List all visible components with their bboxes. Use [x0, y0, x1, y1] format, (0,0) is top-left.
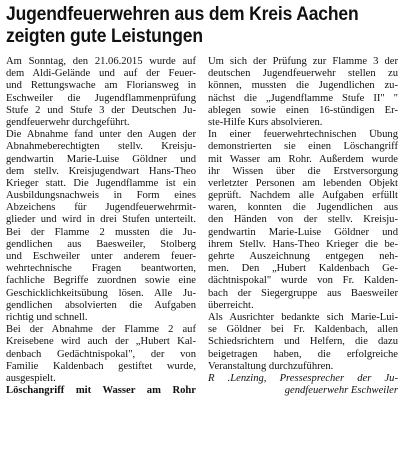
- text-line: Geschicklichkeitsübung lösen. Alle Ju-: [6, 287, 196, 299]
- text-line: dem Aldi-Gelände und auf der Feuer-: [6, 68, 196, 80]
- text-line: Bei der Flamme 2 mussten die Ju-: [6, 226, 196, 238]
- text-line: gendwartin Marie-Luise Göldner und: [6, 153, 196, 165]
- author-credit: R .Lenzing, Pressesprecher der Ju-: [208, 372, 398, 384]
- text-line: verletzter Personen am lebenden Objekt: [208, 177, 398, 189]
- text-line: ausgespielt.: [6, 372, 56, 384]
- text-line: nächst die „Jugendflamme Stufe II" ": [208, 92, 398, 104]
- text-line: ablegen sowie einen 16-stündigen Er-: [208, 104, 398, 116]
- text-line: überreicht.: [208, 299, 254, 311]
- text-line: gehrte Auszeichnung entgegen neh-: [208, 251, 398, 262]
- text-line: Als Ausrichter bedankte sich Marie-Lui-: [208, 311, 398, 323]
- text-line: Um sich der Prüfung zur Flamme 3 der: [208, 56, 398, 67]
- text-line: dem stellv. Kreisjugendwart Hans-Theo: [6, 165, 196, 177]
- text-line: dächtnispokal" wurde von Fr. Kalden-: [208, 275, 398, 287]
- text-line: deutschen Jugendfeuerwehr stellen zu: [208, 68, 398, 80]
- text-line: demonstrierten sie einen Löschangriff: [208, 141, 398, 153]
- headline-line-1: Jugendfeuerwehren aus dem Kreis Aachen: [6, 4, 359, 25]
- headline-line-2: zeigten gute Leistungen: [6, 26, 203, 47]
- newspaper-article: [6, 4, 398, 456]
- text-line: können, mussten die Jugendlichen zu-: [208, 80, 398, 92]
- text-line: men. Den „Hubert Kaldenbach Ge-: [208, 263, 398, 275]
- text-line: und Eschweiler unter anderem feuer-: [6, 251, 196, 262]
- text-line: gendwartin Marie-Luise Göldner und: [208, 226, 398, 238]
- text-line: Familie Kaldenbach gestiftet wurde,: [6, 360, 196, 372]
- text-line: Krieger statt. Die Jugendflamme ist ein: [6, 177, 196, 189]
- text-line: den Händen von der stellv. Kreisju-: [208, 214, 398, 226]
- text-line: Bei der Abnahme der Flamme 2 auf: [6, 324, 196, 336]
- text-line: Stufe 2 und Stufe 3 der Deutschen Ju-: [6, 104, 196, 116]
- text-line: ihrem Stellv. Hans-Theo Krieger die be-: [208, 238, 398, 250]
- text-line: wehrtechnische Fragen beantworten,: [6, 263, 196, 275]
- text-line: Eschweiler die Jugendflammenprüfung: [6, 92, 196, 104]
- text-line: Veranstaltung durchzuführen.: [208, 360, 334, 372]
- text-line: gendlichen absolvierten die Aufgaben: [6, 299, 196, 311]
- text-line: und Rettungswache am Floriansweg in: [6, 80, 196, 92]
- text-line: bach der Siegergruppe aus Baesweiler: [208, 287, 398, 299]
- text-line: Ausbildungsnachweis in Form eines: [6, 190, 196, 202]
- article-headline: [6, 4, 367, 48]
- text-line: Am Sonntag, den 21.06.2015 wurde auf: [6, 56, 196, 67]
- text-line: Abzeichens für Jugendfeuerwehrmit-: [6, 202, 196, 214]
- text-line: Kreisebene wird auch der „Hubert Kal-: [6, 336, 196, 348]
- text-line: beigetragen haben, die erfolgreiche: [208, 348, 398, 360]
- text-line: denbach Gedächtnispokal", der von: [6, 348, 196, 360]
- text-line: gendlichen aus Baesweiler, Stolberg: [6, 238, 196, 250]
- text-line: Die Abnahme fand unter den Augen der: [6, 129, 196, 141]
- text-line: gendfeuerwehr durchgeführt.: [6, 116, 130, 128]
- article-body: [6, 56, 398, 397]
- text-line: waren, konnten die Jugendlichen aus: [208, 202, 398, 214]
- text-line: Schiedsrichtern und Helfern, die dazu: [208, 336, 398, 348]
- text-line: mit Wasser am Rohr. Außerdem wurde: [208, 153, 398, 165]
- text-line: glieder und wird in drei Stufen unterteilt.: [6, 214, 196, 226]
- right-column: [208, 56, 398, 397]
- text-line: geprüft. Nachdem alle Aufgaben erfüllt: [208, 190, 398, 202]
- text-line: fachliche Begriffe zuordnen sowie eine: [6, 275, 196, 287]
- text-line: In einer feuerwehrtechnischen Übung: [208, 129, 398, 141]
- text-line: ihr Wissen über die Erstversorgung: [208, 165, 398, 177]
- section-subheading: Löschangriff mit Wasser am Rohr: [6, 385, 196, 397]
- text-line: ste-Hilfe Kurs absolvieren.: [208, 116, 323, 128]
- left-column: [6, 56, 196, 397]
- author-credit: gendfeuerwehr Eschweiler: [284, 385, 398, 397]
- text-line: Abnahmeberechtigten stellv. Kreisju-: [6, 141, 196, 153]
- text-line: richtig und schnell.: [6, 311, 88, 323]
- text-line: se Göldner bei Fr. Kaldenbach, allen: [208, 324, 398, 336]
